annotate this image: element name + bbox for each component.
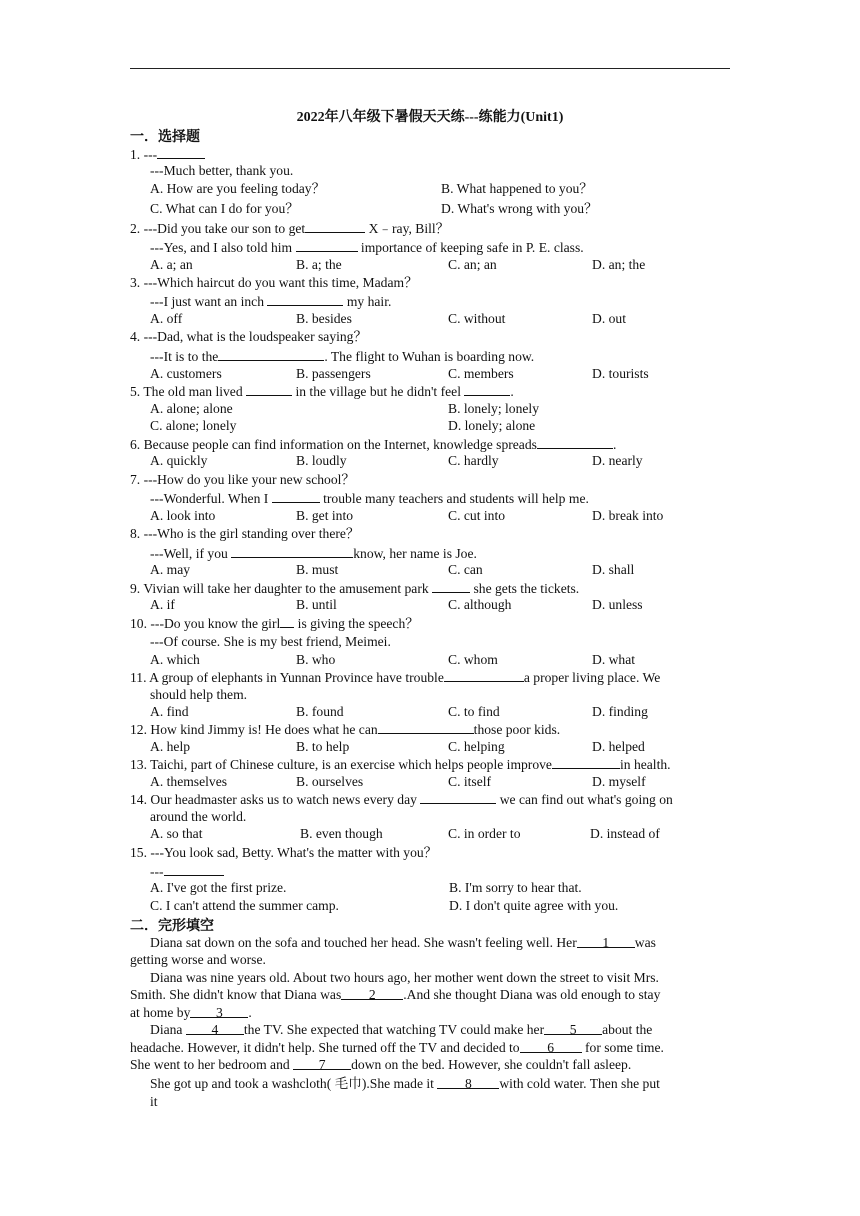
question-4: 4. ---Dad, what is the loudspeaker saying？ bbox=[130, 329, 368, 344]
option-d: D. helped bbox=[592, 739, 645, 754]
answer-blank bbox=[552, 755, 620, 769]
option-d: D. an; the bbox=[592, 257, 646, 272]
answer-blank bbox=[305, 219, 365, 233]
cloze-blank: 2 bbox=[341, 986, 403, 1000]
option-d: D. out bbox=[592, 311, 626, 326]
cloze-paragraph-3: Diana 4 the TV. She expected that watching TV could make her 5 about the bbox=[150, 1022, 653, 1037]
option-a: A. I've got the first prize. bbox=[150, 880, 287, 895]
cloze-paragraph-1: Diana sat down on the sofa and touched her head. She wasn't feeling well. Her 1 was bbox=[150, 935, 656, 950]
option-b: B. I'm sorry to hear that. bbox=[449, 880, 582, 895]
question-1-reply: ---Much better, thank you. bbox=[150, 163, 294, 178]
question-8-reply: ---Well, if you know, her name is Joe. bbox=[150, 546, 477, 561]
answer-blank bbox=[432, 579, 470, 593]
option-d: D. I don't quite agree with you. bbox=[449, 898, 619, 913]
option-a: A. quickly bbox=[150, 453, 208, 468]
page-title: 2022年八年级下暑假天天练---练能力(Unit1) bbox=[296, 110, 564, 125]
question-14: 14. Our headmaster asks us to watch news every day we can find out what's going on bbox=[130, 792, 673, 807]
question-6: 6. Because people can find information on the Internet, knowledge spreads . bbox=[130, 437, 617, 452]
option-b: B. lonely; lonely bbox=[448, 401, 539, 416]
option-a: A. a; an bbox=[150, 257, 193, 272]
cloze-blank: 1 bbox=[577, 934, 635, 948]
cloze-paragraph-4: She got up and took a washcloth( 毛巾).She made it 8 with cold water. Then she put bbox=[150, 1076, 660, 1092]
answer-blank bbox=[378, 720, 474, 734]
option-c: C. helping bbox=[448, 739, 505, 754]
option-a: A. themselves bbox=[150, 774, 228, 789]
option-b: B. a; the bbox=[296, 257, 342, 272]
question-12: 12. How kind Jimmy is! He does what he can those poor kids. bbox=[130, 722, 561, 737]
answer-blank bbox=[444, 668, 524, 682]
answer-blank bbox=[164, 862, 224, 876]
option-d: D. What's wrong with you？ bbox=[441, 201, 598, 216]
answer-blank bbox=[218, 347, 324, 361]
option-a: A. alone; alone bbox=[150, 401, 233, 416]
question-13: 13. Taichi, part of Chinese culture, is an exercise which helps people improve in health. bbox=[130, 757, 671, 772]
option-a: A. if bbox=[150, 597, 175, 612]
question-15: 15. ---You look sad, Betty. What's the matter with you？ bbox=[130, 845, 438, 860]
answer-blank bbox=[537, 435, 613, 449]
section-heading-cloze: 二．完形填空 bbox=[130, 919, 214, 934]
option-d: D. instead of bbox=[590, 826, 660, 841]
question-11: 11. A group of elephants in Yunnan Province have trouble a proper living place. We bbox=[130, 670, 661, 685]
option-c: C. hardly bbox=[448, 453, 499, 468]
option-a: A. look into bbox=[150, 508, 216, 523]
option-c: C. without bbox=[448, 311, 506, 326]
option-a: A. find bbox=[150, 704, 189, 719]
option-a: A. How are you feeling today？ bbox=[150, 181, 326, 196]
question-15-reply: --- bbox=[150, 862, 224, 880]
cloze-paragraph-2-end: at home by 3 . bbox=[130, 1005, 252, 1020]
cloze-blank: 8 bbox=[437, 1075, 499, 1089]
option-c: C. an; an bbox=[448, 257, 497, 272]
cloze-blank: 6 bbox=[520, 1039, 582, 1053]
option-a: A. off bbox=[150, 311, 183, 326]
option-d: D. what bbox=[592, 652, 636, 667]
option-d: D. shall bbox=[592, 562, 635, 577]
question-11-cont: should help them. bbox=[150, 687, 248, 702]
cloze-blank: 4 bbox=[186, 1021, 244, 1035]
option-c: C. itself bbox=[448, 774, 492, 789]
answer-blank bbox=[420, 790, 496, 804]
option-d: D. myself bbox=[592, 774, 646, 789]
option-b: B. besides bbox=[296, 311, 352, 326]
option-c: C. to find bbox=[448, 704, 500, 719]
answer-blank bbox=[157, 145, 205, 159]
header-rule bbox=[130, 68, 730, 69]
answer-blank bbox=[280, 614, 294, 628]
question-1: 1. --- bbox=[130, 145, 205, 163]
cloze-paragraph-2-cont: Smith. She didn't know that Diana was 2 .And she thought Diana was old enough to stay bbox=[130, 987, 661, 1002]
answer-blank bbox=[296, 238, 358, 252]
option-d: D. lonely; alone bbox=[448, 418, 536, 433]
option-a: A. help bbox=[150, 739, 191, 754]
option-c: C. in order to bbox=[448, 826, 521, 841]
option-a: A. customers bbox=[150, 366, 222, 381]
answer-blank bbox=[267, 292, 343, 306]
option-b: B. get into bbox=[296, 508, 354, 523]
option-b: B. found bbox=[296, 704, 344, 719]
option-b: B. to help bbox=[296, 739, 350, 754]
cloze-blank: 7 bbox=[293, 1056, 351, 1070]
question-14-cont: around the world. bbox=[150, 809, 247, 824]
question-10-reply: ---Of course. She is my best friend, Meimei. bbox=[150, 634, 391, 649]
question-9: 9. Vivian will take her daughter to the amusement park she gets the tickets. bbox=[130, 581, 580, 596]
option-b: B. who bbox=[296, 652, 336, 667]
option-b: B. even though bbox=[300, 826, 383, 841]
answer-blank bbox=[272, 489, 320, 503]
option-b: B. loudly bbox=[296, 453, 347, 468]
cloze-blank: 5 bbox=[544, 1021, 602, 1035]
option-c: C. I can't attend the summer camp. bbox=[150, 898, 339, 913]
question-5: 5. The old man lived in the village but he didn't feel . bbox=[130, 384, 514, 399]
question-2-reply: ---Yes, and I also told him importance of keeping safe in P. E. class. bbox=[150, 240, 584, 255]
option-c: C. although bbox=[448, 597, 512, 612]
option-a: A. which bbox=[150, 652, 200, 667]
section-heading-choice: 一．选择题 bbox=[130, 130, 200, 145]
question-7-reply: ---Wonderful. When I trouble many teachers and students will help me. bbox=[150, 491, 589, 506]
question-8: 8. ---Who is the girl standing over there？ bbox=[130, 526, 360, 541]
option-d: D. tourists bbox=[592, 366, 649, 381]
option-a: A. may bbox=[150, 562, 191, 577]
cloze-paragraph-3-end: She went to her bedroom and 7 down on the bed. However, she couldn't fall asleep. bbox=[130, 1057, 632, 1072]
option-b: B. ourselves bbox=[296, 774, 364, 789]
question-7: 7. ---How do you like your new school？ bbox=[130, 472, 356, 487]
cloze-paragraph-4-cont: it bbox=[150, 1094, 158, 1109]
option-c: C. What can I do for you？ bbox=[150, 201, 299, 216]
question-4-reply: ---It is to the . The flight to Wuhan is boarding now. bbox=[150, 349, 535, 364]
cloze-blank: 3 bbox=[190, 1004, 248, 1018]
option-d: D. nearly bbox=[592, 453, 643, 468]
option-b: B. What happened to you？ bbox=[441, 181, 593, 196]
cloze-paragraph-2: Diana was nine years old. About two hours ago, her mother went down the street to visit Mrs. bbox=[150, 970, 659, 985]
answer-blank bbox=[231, 544, 353, 558]
option-c: C. members bbox=[448, 366, 514, 381]
option-c: C. cut into bbox=[448, 508, 506, 523]
option-a: A. so that bbox=[150, 826, 203, 841]
option-c: C. whom bbox=[448, 652, 498, 667]
question-2: 2. ---Did you take our son to get X﹣ray, Bill？ bbox=[130, 221, 450, 236]
option-b: B. until bbox=[296, 597, 337, 612]
question-3-reply: ---I just want an inch my hair. bbox=[150, 294, 392, 309]
option-c: C. can bbox=[448, 562, 483, 577]
answer-blank bbox=[464, 382, 510, 396]
question-10: 10. ---Do you know the girl is giving the speech？ bbox=[130, 616, 419, 631]
option-c: C. alone; lonely bbox=[150, 418, 237, 433]
option-d: D. unless bbox=[592, 597, 643, 612]
cloze-paragraph-1-cont: getting worse and worse. bbox=[130, 952, 266, 967]
cloze-paragraph-3-cont: headache. However, it didn't help. She turned off the TV and decided to 6 for some time. bbox=[130, 1040, 664, 1055]
option-b: B. passengers bbox=[296, 366, 371, 381]
option-b: B. must bbox=[296, 562, 339, 577]
question-3: 3. ---Which haircut do you want this time, Madam？ bbox=[130, 275, 418, 290]
option-d: D. finding bbox=[592, 704, 648, 719]
option-d: D. break into bbox=[592, 508, 664, 523]
answer-blank bbox=[246, 382, 292, 396]
